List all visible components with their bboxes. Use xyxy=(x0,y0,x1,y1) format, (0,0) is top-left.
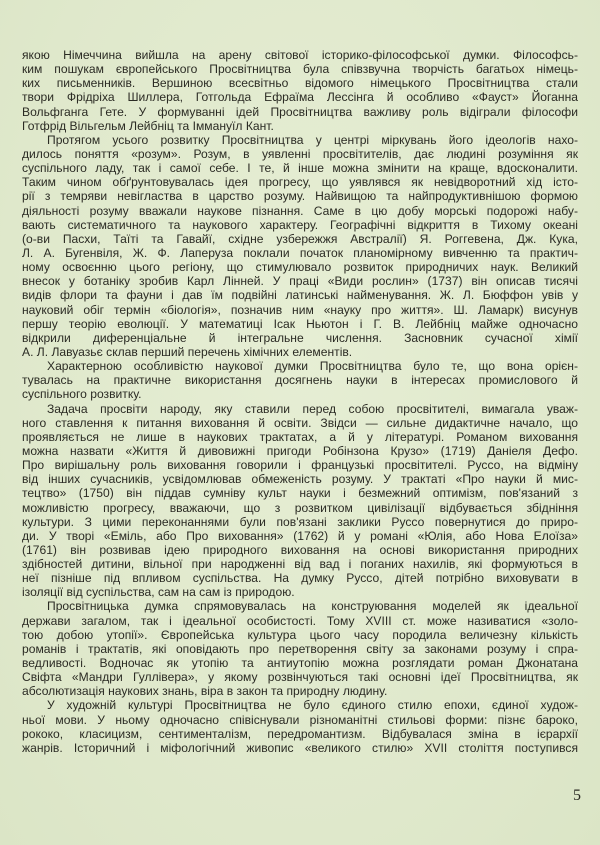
text-line: Характерною особливістю наукової думки Просвітництва було те, що вона орієн- xyxy=(47,359,578,374)
text-line: (1761) він розвивав ідею природного виховання на основі використання природних xyxy=(22,542,578,557)
paragraph xyxy=(22,599,578,698)
body-text xyxy=(22,48,578,755)
text-line: Вольфганга Гете. У формуванні ідей Просвітництва важливу роль відіграли філософи xyxy=(22,104,578,119)
text-line: Про вирішальну роль виховання говорили і французькі просвітителі. Руссо, на відміну xyxy=(22,458,578,473)
paragraph xyxy=(22,133,578,359)
text-line: держави загалом, так і ідеальної особистості. Тому XVIII ст. може називатися «золо- xyxy=(22,613,578,628)
text-line: жанрів. Історичний і міфологічний живопис «великого стилю» XVII століття поступився xyxy=(22,740,578,755)
text-line: ного ставлення к питання виховання й освіти. Звідси — сильне дидактичне начало, що xyxy=(22,415,578,430)
text-line: ких письменників. Вершиною всесвітньо відомого німецького Просвітництва стали xyxy=(22,76,578,91)
text-line: тою добою утопії». Європейська культура цього часу породила величезну кількість xyxy=(22,627,578,642)
text-line: від інших сучасників, усвідомлював обмеженість розуму. У трактаті «Про науки й мис- xyxy=(22,472,578,487)
text-line: діяльності розуму вважали наукове пізнання. Саме в цю добу морські подорожі набу- xyxy=(22,203,578,218)
text-line: ньої мови. У ньому одночасно співіснували різноманітні стильові форми: пізнє бароко, xyxy=(22,712,578,727)
text-line: відкрили диференціальне й інтегральне числення. Засновник сучасної хімії xyxy=(22,330,578,345)
text-line: внесок у ботаніку зробив Карл Лінней. У праці «Види рослин» (1737) він описав тисячі xyxy=(22,274,578,289)
text-line: дилось поняття «розум». Розум, в уявленні просвітителів, дає людині розуміння як xyxy=(22,146,578,161)
text-line: культури. З цими переконаннями були пов'язані заклики Руссо повернутися до приро- xyxy=(22,514,578,529)
text-line: А. Л. Лавуазьє склав перший перечень хімічних елементів. xyxy=(22,344,353,359)
text-line: твори Фрідріха Шиллера, Готгольда Ефраїма Лессінга й особливо «Фауст» Йоганна xyxy=(22,90,578,105)
text-line: ізоляції від суспільства, сам на сам із природою. xyxy=(22,585,295,600)
paragraph xyxy=(22,359,578,401)
paragraph xyxy=(22,48,578,133)
text-line: суспільного розвитку. xyxy=(22,387,142,402)
text-line: абсолютизація наукових знань, віра в закон та природну людину. xyxy=(22,684,388,699)
text-line: Л. А. Бугенвіля, Ж. Ф. Лаперуза поклали початок планомірному вивченню та практич- xyxy=(22,245,578,260)
text-line: тецтво» (1750) він піддав сумніву культ науки і безмежний оптимізм, пов'язаний з xyxy=(22,486,578,501)
text-line: можливістю прогресу, вважаючи, що з розвитком цивілізації відбувається збідніння xyxy=(22,500,578,515)
text-line: рії з темряви невігластва в царство розуму. Найвищою та найпродуктивнішою формою xyxy=(22,189,578,204)
text-line: ведливості. Водночас як утопію та антиутопію можна розглядати роман Джонатана xyxy=(22,656,578,671)
text-line: здібностей дитини, вільної при народженні від вад і поганих нахилів, які формуються в xyxy=(22,557,578,572)
text-line: проявляється не лише в наукових трактатах, а й у літературі. Романом виховання xyxy=(22,429,578,444)
text-line: суспільного ладу, так і самої себе. І те, й інше можна змінити на краще, вдосконалити. xyxy=(22,161,578,176)
text-line: Задача просвіти народу, яку ставили перед собою просвітителі, вимагала уваж- xyxy=(47,401,578,416)
page-number: 5 xyxy=(573,787,581,804)
text-line: можна назвати «Життя й дивовижні пригоди Робінзона Крузо» (1719) Даніеля Дефо. xyxy=(22,443,578,458)
paragraph xyxy=(22,698,578,755)
text-line: Протягом усього розвитку Просвітництва у центрі міркувань його ідеологів нахо- xyxy=(47,132,578,147)
text-line: ному освоєнню цього регіону, що стимулювало розвиток природничих наук. Великий xyxy=(22,260,578,275)
text-line: романів і трактатів, які оповідають про перетворення світу за законами розуму і спра- xyxy=(22,641,578,656)
text-line: У художній культурі Просвітництва не було єдиного стилю епохи, єдиної худож- xyxy=(47,698,578,713)
text-line: ким пошукам європейського Просвітництва була співзвучна творчість багатьох німець- xyxy=(22,62,578,77)
text-line: неї пізніше під впливом суспільства. На думку Руссо, дітей потрібно виховувати в xyxy=(22,571,578,586)
paragraph xyxy=(22,402,578,600)
text-line: Просвітницька думка спрямовувалась на конструювання моделей як ідеальної xyxy=(47,599,578,614)
text-line: науковий обіг термін «біологія», позначив ним «науку про життя». Ш. Ламарк) висунув xyxy=(22,302,578,317)
text-line: вають систематичного та наукового характеру. Географічні відкриття в Тихому океані xyxy=(22,217,578,232)
text-line: тувалась на практичне використання досягнень науки в інтересах промислового й xyxy=(22,373,578,388)
text-line: першу теорію еволюції. У математиці Ісак Ньютон і Г. В. Лейбніц майже одночасно xyxy=(22,316,578,331)
text-line: якою Німеччина вийшла на арену світової історико-філософської думки. Філософсь- xyxy=(22,48,578,62)
text-line: видів флори та фауни і дав їм подвійні латинські найменування. Ж. Л. Бюффон увів у xyxy=(22,288,578,303)
text-line: Свіфта «Мандри Гуллівера», у якому розвінчуються такі основні ідеї Просвітництва, як xyxy=(22,670,578,685)
text-line: рококо, класицизм, сентименталізм, передромантизм. Відбувалася зміна в ієрархії xyxy=(22,726,578,741)
text-line: Таким чином обґрунтовувалась ідея прогресу, що уявлявся як невідворотний хід істо- xyxy=(22,175,578,190)
text-line: Готфрід Вільгельм Лейбніц та Іммануїл Кант. xyxy=(22,118,274,133)
text-line: ди. У творі «Еміль, або Про виховання» (1762) й у романі «Юлія, або Нова Елоїза» xyxy=(22,528,578,543)
text-line: (о-ви Пасхи, Таїті та Гавайї, східне узбережжя Австралії) Я. Роггевена, Дж. Кука, xyxy=(22,231,578,246)
